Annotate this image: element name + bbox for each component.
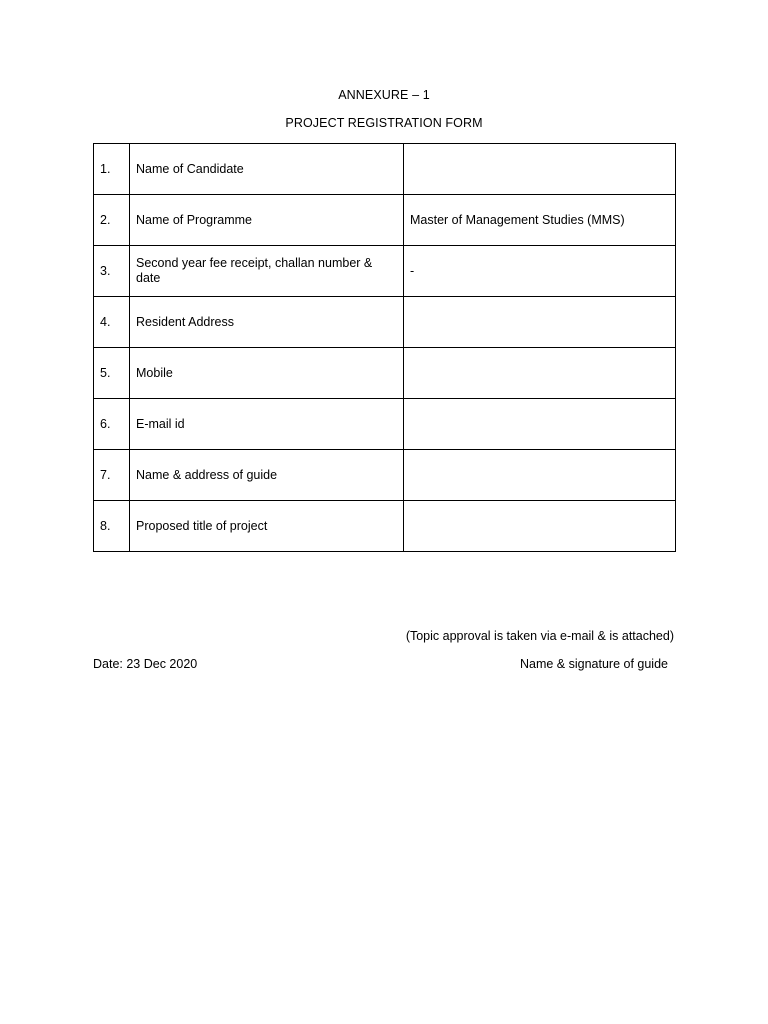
table-row [94,348,676,399]
approval-note: (Topic approval is taken via e-mail & is attached) [405,629,674,643]
field-value [404,450,676,501]
field-value [404,501,676,552]
field-value [404,348,676,399]
row-number: 6. [94,399,130,450]
form-title: PROJECT REGISTRATION FORM [285,116,483,130]
table-row [94,450,676,501]
field-label: Proposed title of project [130,501,404,552]
field-value: Master of Management Studies (MMS) [404,195,676,246]
field-label: Name of Programme [130,195,404,246]
field-value: - [404,246,676,297]
row-number: 3. [94,246,130,297]
field-label: Name & address of guide [130,450,404,501]
guide-signature-label: Name & signature of guide [519,657,668,671]
row-number: 4. [94,297,130,348]
field-value [404,297,676,348]
table-row [94,246,676,297]
date-text: Date: 23 Dec 2020 [93,657,198,671]
row-number: 7. [94,450,130,501]
table-row [94,501,676,552]
field-value [404,144,676,195]
field-value [404,399,676,450]
table-row [94,195,676,246]
field-label: Name of Candidate [130,144,404,195]
field-label: Mobile [130,348,404,399]
annexure-title: ANNEXURE – 1 [338,88,430,102]
registration-table [93,143,676,552]
table-row [94,144,676,195]
field-label: E-mail id [130,399,404,450]
row-number: 5. [94,348,130,399]
table-row [94,297,676,348]
table-row [94,399,676,450]
field-label: Resident Address [130,297,404,348]
field-label: Second year fee receipt, challan number & date [130,246,404,297]
row-number: 2. [94,195,130,246]
row-number: 1. [94,144,130,195]
row-number: 8. [94,501,130,552]
